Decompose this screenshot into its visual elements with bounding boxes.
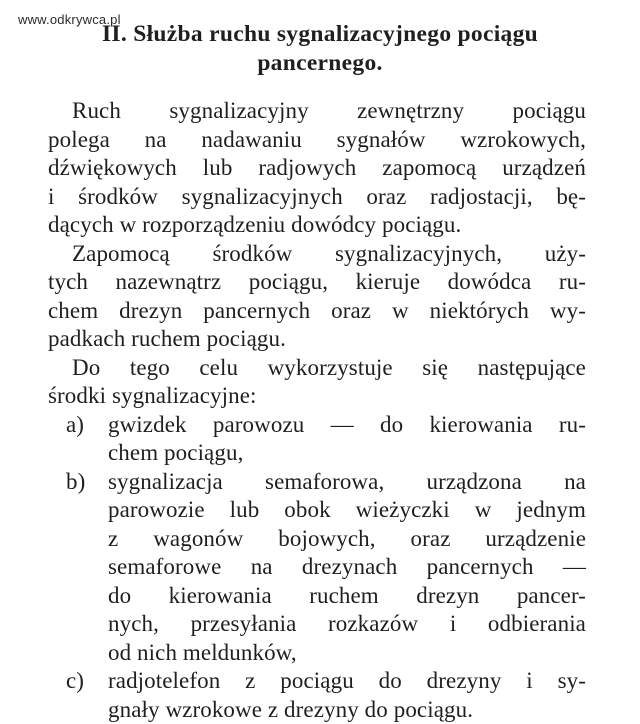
text-line: nych, przesyłania rozkazów i odbierania	[108, 610, 586, 639]
text-line: semaforowe na drezynach pancernych —	[108, 553, 586, 582]
paragraph	[48, 354, 586, 411]
text-line: chem drezyn pancernych oraz w niektórych wy-	[48, 297, 586, 326]
text-line: tych nazewnątrz pociągu, kieruje dowódca ru-	[48, 268, 586, 297]
list-item	[48, 468, 586, 668]
watermark: www.odkrywca.pl	[18, 12, 121, 27]
text-line: Do tego celu wykorzystuje się następujące	[48, 354, 586, 383]
text-line: dźwiękowych lub radjowych zapomocą urządzeń	[48, 154, 586, 183]
text-line: radjotelefon z pociągu do drezyny i sy-	[108, 667, 586, 696]
paragraph	[48, 240, 586, 354]
text-line: Ruch sygnalizacyjny zewnętrzny pociągu	[48, 97, 586, 126]
list-marker: c)	[66, 667, 84, 696]
text-line: dących w rozporządzeniu dowódcy pociągu.	[48, 211, 586, 240]
text-line: z wagonów bojowych, oraz urządzenie	[108, 525, 586, 554]
text-line: Zapomocą środków sygnalizacyjnych, uży-	[48, 240, 586, 269]
body-text	[48, 97, 586, 724]
paragraph	[48, 97, 586, 240]
text-line: od nich meldunków,	[108, 639, 586, 668]
text-line: chem pociągu,	[108, 439, 586, 468]
section-heading	[40, 20, 600, 78]
list-item	[48, 411, 586, 468]
text-line: padkach ruchem pociągu.	[48, 325, 586, 354]
list-marker: a)	[66, 411, 84, 440]
text-line: do kierowania ruchem drezyn pancer-	[108, 582, 586, 611]
text-line: sygnalizacja semaforowa, urządzona na	[108, 468, 586, 497]
heading-line: II. Służba ruchu sygnalizacyjnego pociągu	[40, 20, 600, 49]
heading-line: pancernego.	[40, 49, 600, 78]
text-line: parowozie lub obok wieżyczki w jednym	[108, 496, 586, 525]
text-line: polega na nadawaniu sygnałów wzrokowych,	[48, 126, 586, 155]
list-marker: b)	[66, 468, 85, 497]
list-item	[48, 667, 586, 724]
text-line: środki sygnalizacyjne:	[48, 382, 586, 411]
text-line: gnały wzrokowe z drezyny do pociągu.	[108, 696, 586, 724]
text-line: i środków sygnalizacyjnych oraz radjostacji, bę-	[48, 183, 586, 212]
text-line: gwizdek parowozu — do kierowania ru-	[108, 411, 586, 440]
